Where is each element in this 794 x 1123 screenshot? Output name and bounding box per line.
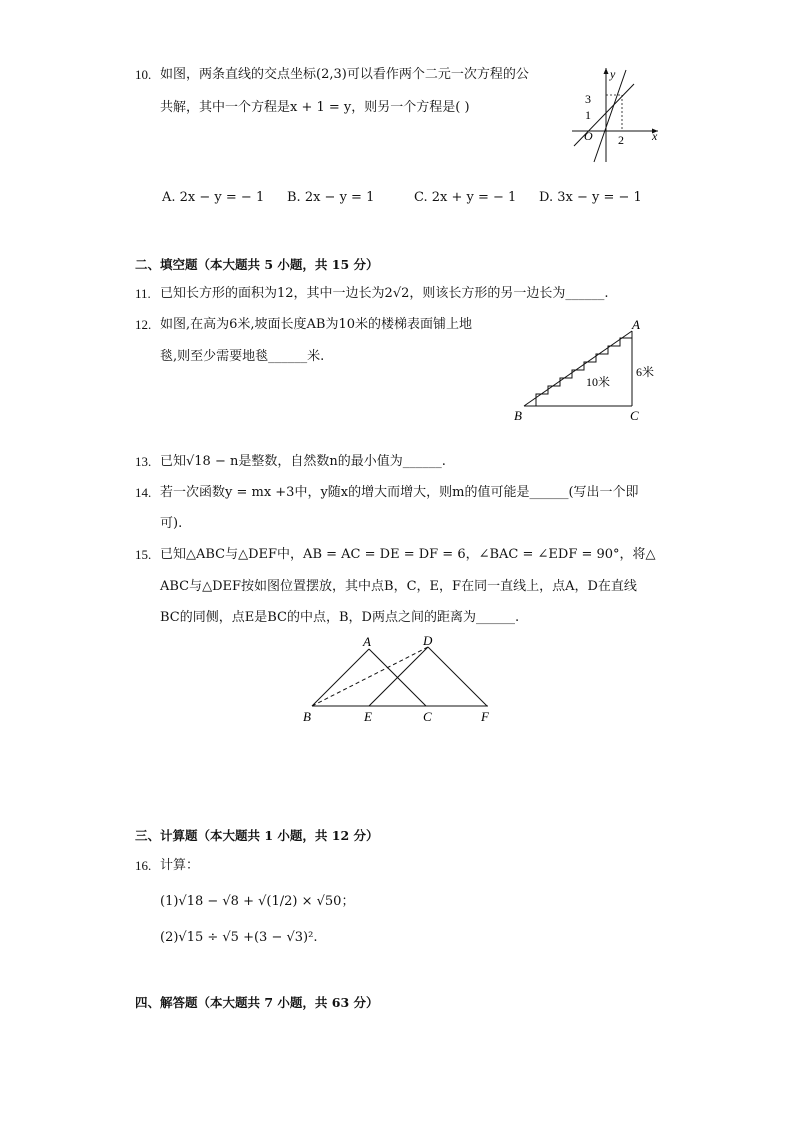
q10-option-c: C. 2x + y = − 1	[414, 190, 517, 205]
point-c-label: C	[630, 408, 639, 423]
q10-number: 10.	[135, 67, 152, 82]
q10-option-a: A. 2x − y = − 1	[162, 190, 265, 205]
side-df	[428, 647, 487, 706]
q13-number: 13.	[135, 454, 152, 469]
point-a-label: A	[363, 634, 371, 649]
line-x-plus-1	[574, 84, 634, 146]
q16-part1: (1)√18 − √8 + √(1/2) × √50；	[160, 894, 355, 909]
tick-2: 2	[618, 133, 624, 147]
x-axis-label: x	[652, 129, 658, 143]
q16-part2: (2)√15 ÷ √5 +(3 − √3)².	[160, 930, 318, 945]
y-axis-arrow-icon	[604, 68, 609, 74]
section-4-title: 四、解答题（本大题共 7 小题，共 63 分）	[135, 995, 379, 1010]
q16-number: 16.	[135, 858, 152, 873]
point-b-label: B	[303, 709, 311, 724]
y-axis-label: y	[610, 67, 616, 81]
line-unknown	[594, 70, 626, 162]
tick-1: 1	[585, 108, 591, 122]
q10-line2: 共解，其中一个方程是x + 1 = y，则另一个方程是( )	[160, 100, 470, 115]
side-de	[369, 647, 428, 706]
slope-length-label: 10米	[586, 375, 611, 389]
height-label: 6米	[636, 365, 655, 379]
point-d-label: D	[423, 633, 433, 648]
q11-text: 已知长方形的面积为12，其中一边长为2√2，则该长方形的另一边长为______.	[160, 286, 609, 301]
q10-option-d: D. 3x − y = − 1	[539, 190, 642, 205]
q14-line2: 可).	[160, 516, 183, 531]
q12-stair-figure	[508, 316, 668, 426]
point-b-label: B	[514, 408, 522, 423]
q13-text: 已知√18 − n是整数，自然数n的最小值为______.	[160, 454, 446, 469]
q15-number: 15.	[135, 547, 152, 562]
point-a-label: A	[632, 317, 640, 332]
point-e-label: E	[364, 709, 372, 724]
section-2-title: 二、填空题（本大题共 5 小题，共 15 分）	[135, 257, 379, 272]
q15-line1: 已知△ABC与△DEF中，AB = AC = DE = DF = 6，∠BAC = ∠EDF = 90°，将△	[160, 547, 656, 562]
q10-option-b: B. 2x − y = 1	[287, 190, 375, 205]
q12-number: 12.	[135, 317, 152, 332]
segment-bd-dashed	[312, 647, 428, 706]
tick-3: 3	[585, 92, 591, 106]
side-ab	[312, 649, 369, 706]
q12-line2: 毯,则至少需要地毯______米.	[160, 349, 325, 364]
q16-intro: 计算：	[160, 858, 200, 873]
q12-line1: 如图,在高为6米,坡面长度AB为10米的楼梯表面铺上地	[160, 317, 473, 332]
origin-label: O	[584, 129, 593, 143]
q15-triangles-figure	[298, 632, 498, 727]
q14-number: 14.	[135, 485, 152, 500]
q10-coordinate-graph	[566, 64, 662, 164]
point-c-label: C	[423, 709, 432, 724]
q15-line3: BC的同侧，点E是BC的中点，B，D两点之间的距离为______.	[160, 610, 520, 625]
section-3-title: 三、计算题（本大题共 1 小题，共 12 分）	[135, 828, 379, 843]
q10-line1: 如图，两条直线的交点坐标(2,3)可以看作两个二元一次方程的公	[160, 67, 529, 82]
point-f-label: F	[481, 709, 489, 724]
q15-line2: ABC与△DEF按如图位置摆放，其中点B，C，E，F在同一直线上，点A，D在直线	[160, 579, 637, 594]
q11-number: 11.	[135, 286, 151, 301]
q14-line1: 若一次函数y = mx +3中，y随x的增大而增大，则m的值可能是______(写出一个即	[160, 485, 639, 500]
stair-slope-ab	[524, 331, 632, 406]
